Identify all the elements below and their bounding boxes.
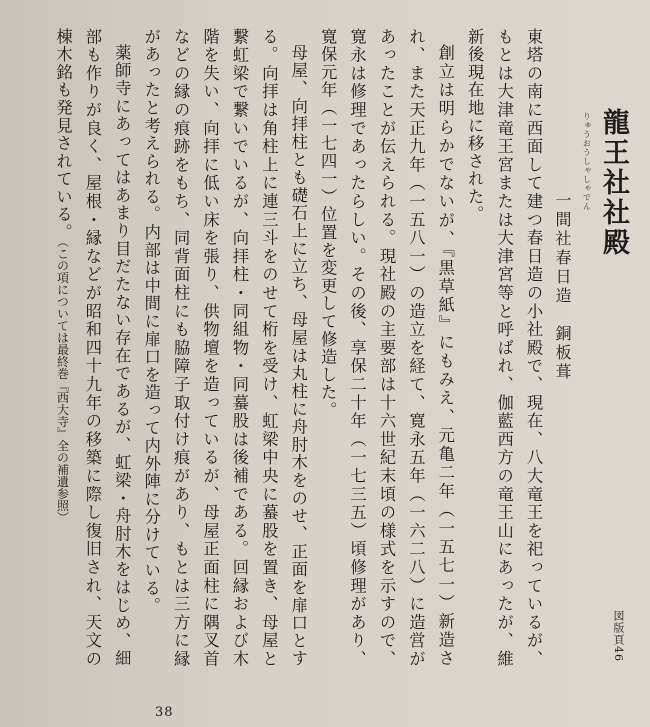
paragraph-4 [47, 28, 136, 668]
paragraph-3: 母屋、向拝柱とも礎石上に立ち、母屋は丸柱に舟肘木をのせ、正面を扉口とする。向拝は角柱上に連三斗をのせて桁を受け、虹梁中央に蟇股を置き、母屋と繋虹梁で繋いでいるが、向拝柱・同組物・同蟇股は後補である。回縁および木階を失い、向拝に低い床を張り、供物壇を造っているが、母屋正面柱に隅叉首などの縁の痕跡をもち、同背面柱にも脇障子取付け痕があり、もとは三方に縁があったと考えられる。内部は中間に扉口を造って内外陣に分けている。 [141, 28, 308, 668]
body-text [53, 28, 548, 668]
supplement-note: （この項については最終巻『西大寺』全の補遺参照） [55, 241, 70, 524]
paragraph-2: 創立は明らかでないが、『黒草紙』にもみえ、元亀二年（一五七一）新造され、また天正九年（一五八一）の造立を経て、寛永五年（一六二八）に造営があったことが伝えられる。現社殿の主要部は十六世紀末頃の様式を示すので、寛永は修理であったらしい。その後、享保二十年（一七三五）頃修理があり、寛保元年（一七四一）位置を変更して修造した。 [318, 28, 455, 668]
paragraph-4-text: 薬師寺にあってはあまり目だたない存在であるが、虹梁・舟肘木をはじめ、細部も作りが良く、屋根・縁などが昭和四十九年の移築に際し復旧され、天文の棟木銘も発見されている。 [53, 28, 132, 668]
plate-reference: 図版頁46 [612, 610, 625, 662]
page-title: 龍王社社殿 [598, 108, 629, 258]
page-number: 38 [155, 705, 174, 720]
title-block [581, 108, 628, 258]
building-type-subtitle: 一間社春日造 銅板葺 [553, 192, 572, 382]
title-reading: りゅうおうしゃしゃでん [582, 112, 592, 211]
paragraph-1: 東塔の南に西面して建つ春日造の小社殿で、現在、八大竜王を祀っているが、もとは大津竜王宮または大津宮等と呼ばれ、伽藍西方の竜王山にあったが、維新後現在地に移された。 [465, 28, 543, 668]
